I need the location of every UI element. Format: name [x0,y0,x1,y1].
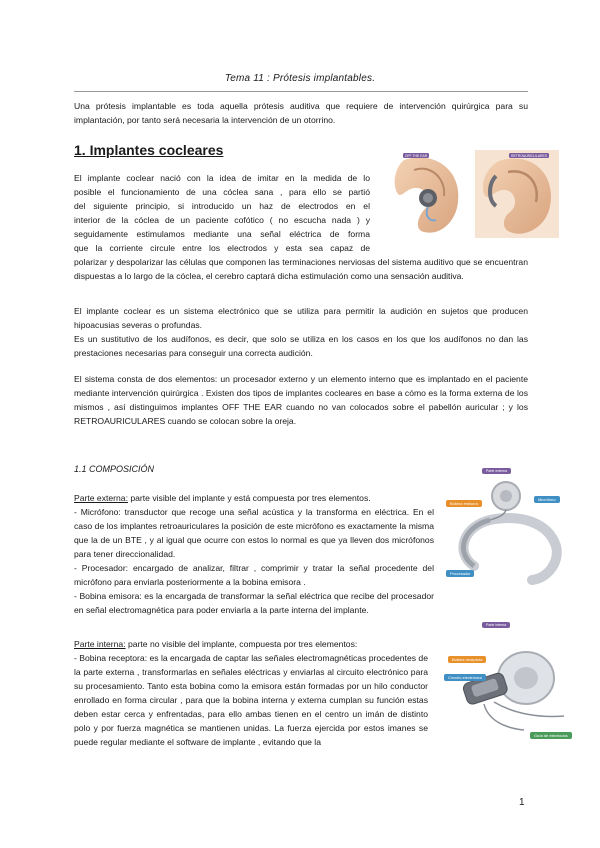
section1-paragraph1-narrow [74,171,370,255]
tag-bobina-receptora: Bobina receptora [448,656,486,663]
ear-images [384,150,559,238]
figure-internal-title: Parte interna [482,622,510,628]
internal-part-intro: parte no visible del implante, compuesta por tres elementos: [125,639,358,649]
external-item-procesador: - Procesador: encargado de analizar, filtrar , comprimir y tratar la señal procedente del micrófono para enviarla posteriormente a la bobina emisora . [74,563,434,587]
tag-procesador: Procesador [446,570,474,577]
section-heading-composicion: 1.1 COMPOSICIÓN [74,464,155,474]
external-part-block [74,491,434,617]
title-divider [74,91,528,92]
figure-external-part [444,466,572,590]
section1-paragraph4: El sistema consta de dos elementos: un procesador externo y un elemento interno que es implantado en el paciente mediante intervención quirúrgica . Existen dos tipos de implantes cocleares en base a cómo es la forma externa de los mismos , así distinguimos implantes OFF THE EAR cuando no van colocados sobre el pabellón auricular ; y los RETROAURICULARES cuando se colocan sobre la oreja. [74,374,528,426]
section1-paragraph3: Es un sustitutivo de los audífonos, es decir, que solo se utiliza en los casos en los que los audífonos no dan las prestaciones necesarias para conseguir una correcta audición. [74,334,528,358]
figure-external-title: Parte externa [482,468,511,474]
tag-microfono: Micrófono [534,496,560,503]
internal-part-block [74,637,428,749]
para1-line: que la corriente circule entre los electrodos y esta sea capaz de [74,243,370,253]
external-part-label: Parte externa: [74,493,128,503]
ear-label-retroauriculares: RETROAURICULARES [511,154,547,158]
para1-line: del siguiente principio, si introducido un haz de electrodos en el [74,201,370,211]
section-heading-implantes-cocleares: 1. Implantes cocleares [74,142,224,158]
internal-part-label: Parte interna: [74,639,126,649]
section1-paragraph1-tail: polarizar y despolarizar las células que componen las terminaciones nerviosas del sistema auditivo que se encuentran dispuestas a lo largo de la cóclea, el cerebro captará dicha estimulación como una sensación auditiva. [74,257,528,281]
external-part-intro: parte visible del implante y está compuesta por tres elementos. [127,493,371,503]
tag-bobina-emisora: Bobina emisora [446,500,482,507]
external-item-microfono: - Micrófono: transductor que recoge una señal acústica y la transforma en eléctrica. En el caso de los implantes retroauriculares la posición de este micrófono es exactamente la misma que la de un BTE , y al igual que ocurre con estos lo normal es que ya lleven dos micrófonos para tener direccionalidad. [74,507,434,559]
section1-paragraph2: El implante coclear es un sistema electrónico que se utiliza para permitir la audición en sujetos que producen hipoacusias severas o profundas. [74,306,528,330]
figure-internal-part [444,620,572,744]
external-item-bobina-emisora: - Bobina emisora: es la encargada de transformar la señal eléctrica que recibe del procesador en señal electromagnética para poder enviarla a la parte interna del implante. [74,591,434,615]
document-title: Tema 11 : Prótesis implantables. [224,73,376,84]
tag-guia-electrodos: Guía de electrodos [530,732,572,739]
para1-line: interior de la cóclea de un paciente cofótico ( no escucha nada ) y [74,215,370,225]
ear-illustration-icon [384,150,559,238]
internal-item-bobina-receptora: - Bobina receptora: es la encargada de captar las señales electromagnéticas procedentes de la parte externa , transformarlas en señales eléctricas y enviarlas al circuito electrónico para su procesamiento. Tanto esta bobina como la emisora están formadas por un hilo conductor enrollado en forma circular , para que la bobina interna y externa cumplan su función estas deben estar cerca y enfrentadas, para ello ambas tienen en el centro un imán de distinto polo y por fuerza magnética se mantienen unidas. La fuerza ejercida por estos imanes se puede regular mediante el software de implante , evitando que la [74,653,428,747]
implant-device-icon [444,620,572,744]
para1-line: seguidamente estimulamos mediante una señal eléctrica de forma [74,229,370,239]
intro-paragraph: Una prótesis implantable es toda aquella prótesis auditiva que requiere de intervención quirúrgica para su implantación, por tanto será necesaria la intervención de un otorrino. [74,101,528,125]
tag-circuito-electronico: Circuito electrónico [444,674,486,681]
para1-line: posible el funcionamiento de una cóclea sana , para ello se partió [74,187,370,197]
ear-label-off-the-ear: OFF THE EAR [404,154,428,158]
page-number: 1 [519,797,525,808]
para1-line: El implante coclear nació con la idea de imitar en la medida de lo [74,173,370,183]
